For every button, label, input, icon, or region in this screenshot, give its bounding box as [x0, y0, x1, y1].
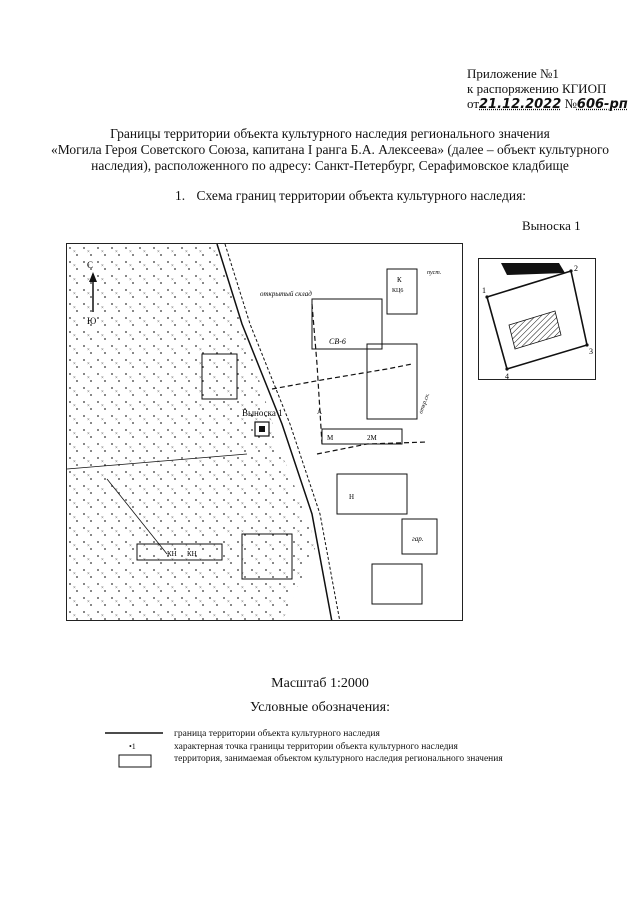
map-label-storage: открытый склад	[260, 290, 312, 298]
section-number: 1.	[175, 188, 186, 203]
point-label-1: 1	[482, 286, 486, 295]
legend-text-boundary: граница территории объекта культурного наследия	[174, 729, 380, 739]
section-heading	[175, 188, 526, 204]
map-label-callout: Выноска 1	[242, 408, 283, 418]
map-label-sv6: СВ-6	[329, 337, 346, 346]
object-territory	[509, 311, 561, 349]
legend-text-point: характерная точка границы территории объекта культурного наследия	[174, 742, 458, 752]
map-label-nzh: Н	[349, 493, 355, 501]
number-prefix: №	[564, 96, 577, 111]
document-title	[40, 126, 620, 174]
map-label-gar: гар.	[412, 535, 424, 543]
territory-box-icon	[105, 754, 163, 771]
map-label-m1: М	[327, 434, 334, 442]
appendix-date-line	[467, 96, 628, 112]
building-m	[322, 429, 402, 444]
point-label-4: 4	[505, 372, 509, 381]
boundary-point-2	[569, 269, 572, 272]
building-low	[372, 564, 422, 604]
building-right	[337, 474, 407, 514]
adjacent-building	[501, 263, 565, 275]
map-label-a1: А	[317, 408, 323, 416]
handwritten-number: 606-рп	[576, 97, 628, 112]
map-drawing	[67, 244, 463, 621]
legend-item-territory	[105, 754, 503, 771]
legend-title: Условные обозначения:	[249, 700, 391, 715]
map-label-kn2: КН	[187, 550, 197, 558]
map-label-kn1: КН	[167, 550, 177, 558]
section-text: Схема границ территории объекта культурного наследия:	[196, 188, 527, 203]
point-marker: •1	[129, 741, 136, 751]
map-label-pust: пуст.	[427, 270, 442, 276]
building-center	[367, 344, 417, 419]
track-line	[272, 364, 412, 389]
callout-inset	[478, 258, 596, 380]
map-scale: Масштаб 1:2000	[271, 676, 369, 691]
cemetery-area	[67, 244, 317, 621]
point-label-2: 2	[574, 264, 578, 273]
building-sv6	[312, 299, 382, 349]
map-label-otkr-sk: откр.ск.	[418, 392, 432, 415]
title-line-2: «Могила Героя Советского Союза, капитана I ранга Б.А. Алексеева» (далее – объект культурного	[50, 142, 610, 157]
map-label-k1: К	[397, 276, 402, 284]
appendix-order-ref: к распоряжению КГИОП	[467, 81, 607, 96]
point-label-3: 3	[589, 347, 593, 356]
boundary-point-1	[485, 295, 488, 298]
north-label: С	[87, 260, 94, 270]
south-label: Ю	[87, 316, 97, 326]
handwritten-date: 21.12.2022	[479, 97, 562, 112]
site-map	[66, 243, 463, 621]
legend-item-boundary	[105, 729, 380, 740]
appendix-number: Приложение №1	[467, 66, 559, 81]
map-label-k2: КЦ6	[392, 288, 404, 294]
legend-item-point	[105, 741, 458, 752]
appendix-header	[467, 66, 628, 112]
inset-drawing	[479, 259, 597, 381]
title-line-3: наследия), расположенного по адресу: Санкт-Петербург, Серафимовское кладбище	[91, 158, 569, 173]
map-label-m2: 2М	[367, 434, 377, 442]
date-prefix: от	[467, 96, 480, 111]
callout-title: Выноска 1	[522, 218, 581, 233]
boundary-line-icon	[105, 729, 163, 740]
legend-text-territory: территория, занимаемая объектом культурного наследия регионального значения	[174, 754, 503, 764]
track-line-2	[312, 304, 322, 444]
boundary-point-4	[505, 367, 508, 370]
object-site-core	[259, 426, 265, 432]
title-line-1: Границы территории объекта культурного наследия регионального значения	[110, 126, 550, 141]
